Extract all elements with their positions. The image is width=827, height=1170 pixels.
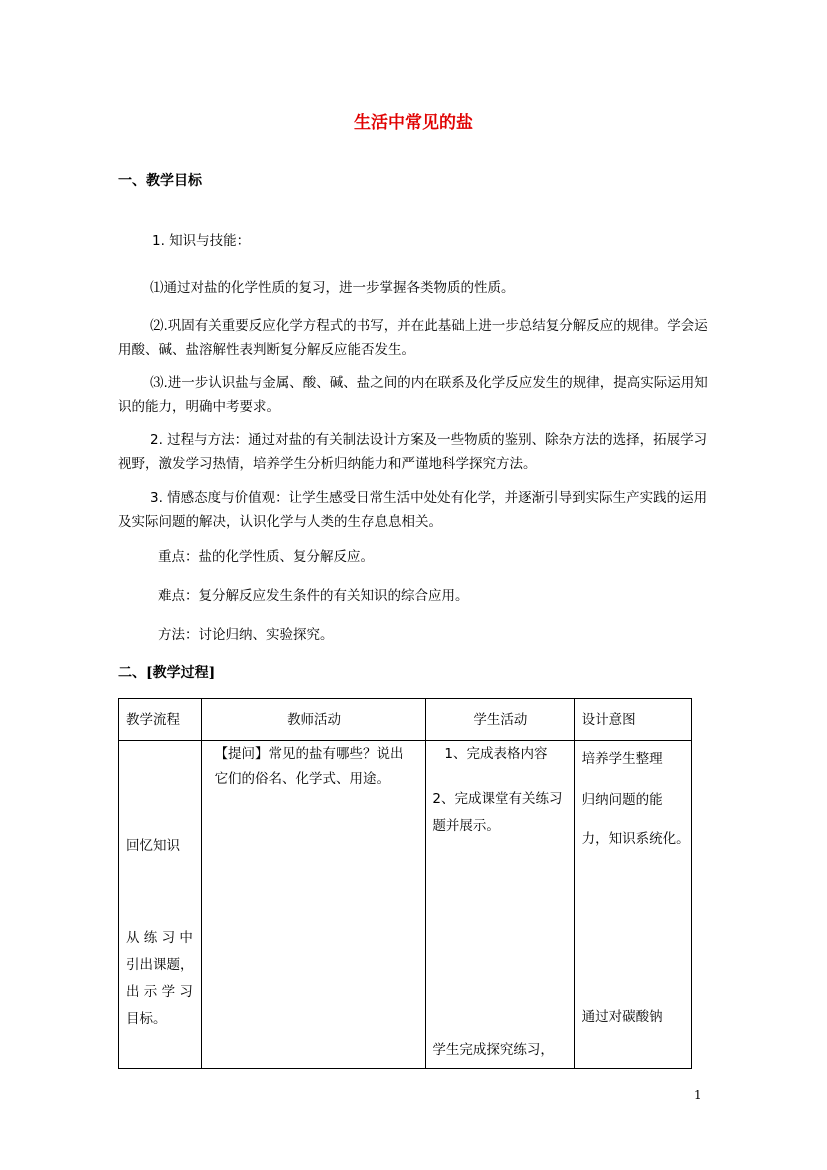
method: 方法：讨论归纳、实验探究。 [158, 627, 334, 643]
objective-attitude: 3. 情感态度与价值观：让学生感受日常生活中处处有化学，并逐渐引导到实际生产实践的运用及实际问题的解决，认识化学与人类的生存息息相关。 [118, 490, 708, 530]
student-activity-3: 学生完成探究练习， [432, 1042, 554, 1058]
student-cell [426, 741, 574, 1069]
header-flow-label: 教学流程 [126, 712, 180, 728]
intent-line3: 力，知识系统化。 [581, 831, 690, 847]
header-teacher-label: 教师活动 [287, 712, 342, 728]
objective-k3: ⑶.进一步认识盐与金属、酸、碱、盐之间的内在联系及化学反应发生的规律，提高实际运用知识的能力，明确中考要求。 [118, 375, 708, 415]
difficulty: 难点：复分解反应发生条件的有关知识的综合应用。 [158, 588, 469, 604]
flow-exercise-line1: 从 练 习 中 [126, 930, 193, 946]
document-title: 生活中常见的盐 [354, 113, 473, 133]
student-activity-1: 1、完成表格内容 [444, 746, 548, 762]
objective-k1: ⑴通过对盐的化学性质的复习，进一步掌握各类物质的性质。 [150, 280, 515, 296]
section1-heading: 一、教学目标 [118, 173, 202, 189]
knowledge-heading: 1. 知识与技能： [152, 233, 251, 249]
header-intent-label: 设计意图 [581, 712, 636, 728]
intent-cell [574, 741, 691, 1069]
flow-recall: 回忆知识 [126, 838, 180, 854]
student-activity-2-line2: 题并展示。 [432, 818, 500, 834]
intent-line2: 归纳问题的能 [581, 792, 663, 808]
table-header-row [119, 699, 692, 741]
section2-heading: 二、[教学过程] [118, 665, 216, 681]
teacher-activity-line2: 它们的俗名、化学式、用途。 [214, 771, 391, 787]
header-cell-flow [119, 699, 202, 741]
page-number: 1 [694, 1088, 702, 1102]
header-cell-student [426, 699, 574, 741]
objective-process-method: 2. 过程与方法：通过对盐的有关制法设计方案及一些物质的鉴别、除杂方法的选择，拓展学习视野，激发学习热情，培养学生分析归纳能力和严谨地科学探究方法。 [118, 432, 708, 472]
flow-cell [119, 741, 202, 1069]
student-activity-2-line1: 2、完成课堂有关练习 [432, 791, 563, 807]
key-point: 重点：盐的化学性质、复分解反应。 [158, 549, 374, 565]
flow-exercise-line4: 目标。 [126, 1011, 167, 1027]
table-row [119, 741, 692, 1069]
intent-line4: 通过对碳酸钠 [581, 1009, 663, 1025]
intent-line1: 培养学生整理 [581, 751, 663, 767]
teacher-activity-line1: 【提问】常见的盐有哪些？说出 [214, 746, 404, 762]
header-cell-teacher [201, 699, 426, 741]
objective-k2: ⑵.巩固有关重要反应化学方程式的书写，并在此基础上进一步总结复分解反应的规律。学会运用酸、碱、盐溶解性表判断复分解反应能否发生。 [118, 318, 708, 358]
teacher-cell [201, 741, 426, 1069]
flow-exercise-line2: 引出课题， [126, 957, 194, 973]
teaching-process-table [118, 698, 692, 1069]
flow-exercise-line3: 出 示 学 习 [126, 984, 193, 1000]
header-cell-intent [574, 699, 691, 741]
header-student-label: 学生活动 [473, 712, 528, 728]
